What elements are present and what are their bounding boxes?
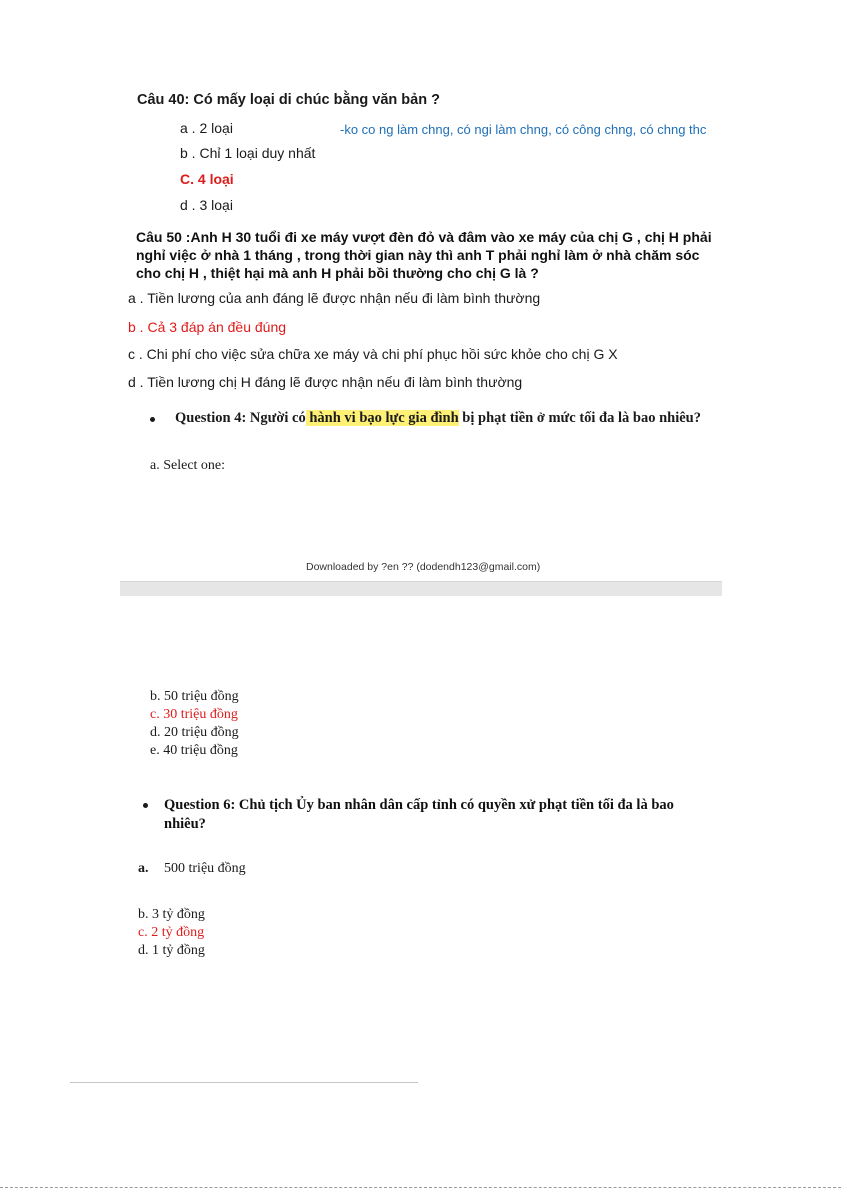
q50-option-d: d . Tiền lương chị H đáng lẽ được nhận nếu đi làm bình thường (128, 374, 523, 390)
q4-title (175, 410, 701, 427)
q6-option-b: b. 3 tỷ đồng (138, 907, 205, 922)
q6-option-a: 500 triệu đồng (164, 861, 246, 876)
q4-option-d: d. 20 triệu đồng (150, 725, 239, 740)
q40-title: Câu 40: Có mấy loại di chúc bằng văn bản ? (137, 92, 440, 108)
q6-bullet (143, 803, 148, 808)
q50-title: Câu 50 :Anh H 30 tuổi đi xe máy vượt đèn đỏ và đâm vào xe máy của chị G , chị H phải nghỉ việc ở nhà 1 tháng , trong thời gian này thì anh T phải nghỉ làm ở nhà chăm sóc cho chị H , thiệt hại mà anh H phải bồi thường cho chị G là ? (136, 229, 712, 281)
bottom-rule (70, 1082, 418, 1083)
q6-option-d: d. 1 tỷ đồng (138, 943, 205, 958)
q6-option-c: c. 2 tỷ đồng (138, 925, 205, 940)
q40-option-c: C. 4 loại (180, 171, 234, 187)
q40-option-b: b . Chỉ 1 loại duy nhất (180, 145, 316, 161)
q4-option-e: e. 40 triệu đồng (150, 743, 238, 758)
page-break (120, 581, 722, 596)
q4-title-highlight: hành vi bạo lực gia đình (305, 410, 459, 426)
q6-title: Question 6: Chủ tịch Ủy ban nhân dân cấp tỉnh có quyền xử phạt tiền tối đa là bao nhiêu? (164, 797, 674, 832)
q6-option-a-label: a. (138, 861, 149, 876)
q50-option-a: a . Tiền lương của anh đáng lẽ được nhận nếu đi làm bình thường (128, 290, 541, 306)
q4-option-c: c. 30 triệu đồng (150, 707, 238, 722)
q40-note: -ko co ng làm chng, có ngi làm chng, có công chng, có chng thc (340, 122, 707, 137)
q40-option-d: d . 3 loại (180, 197, 233, 213)
q40-option-a: a . 2 loại (180, 120, 233, 136)
q4-select-one: a. Select one: (150, 458, 226, 473)
q50-option-b: b . Cả 3 đáp án đều đúng (128, 319, 287, 335)
page-edge-dashed-line (0, 1187, 841, 1188)
q4-title-prefix: Question 4: Người có (175, 410, 306, 426)
q50-option-c: c . Chi phí cho việc sửa chữa xe máy và chi phí phục hồi sức khỏe cho chị G X (128, 346, 618, 362)
q4-title-suffix: bị phạt tiền ở mức tối đa là bao nhiêu? (458, 410, 701, 426)
q4-option-b: b. 50 triệu đồng (150, 689, 239, 704)
downloaded-by-footer: Downloaded by ?en ?? (dodendh123@gmail.com) (306, 561, 541, 573)
q4-bullet (150, 417, 155, 422)
